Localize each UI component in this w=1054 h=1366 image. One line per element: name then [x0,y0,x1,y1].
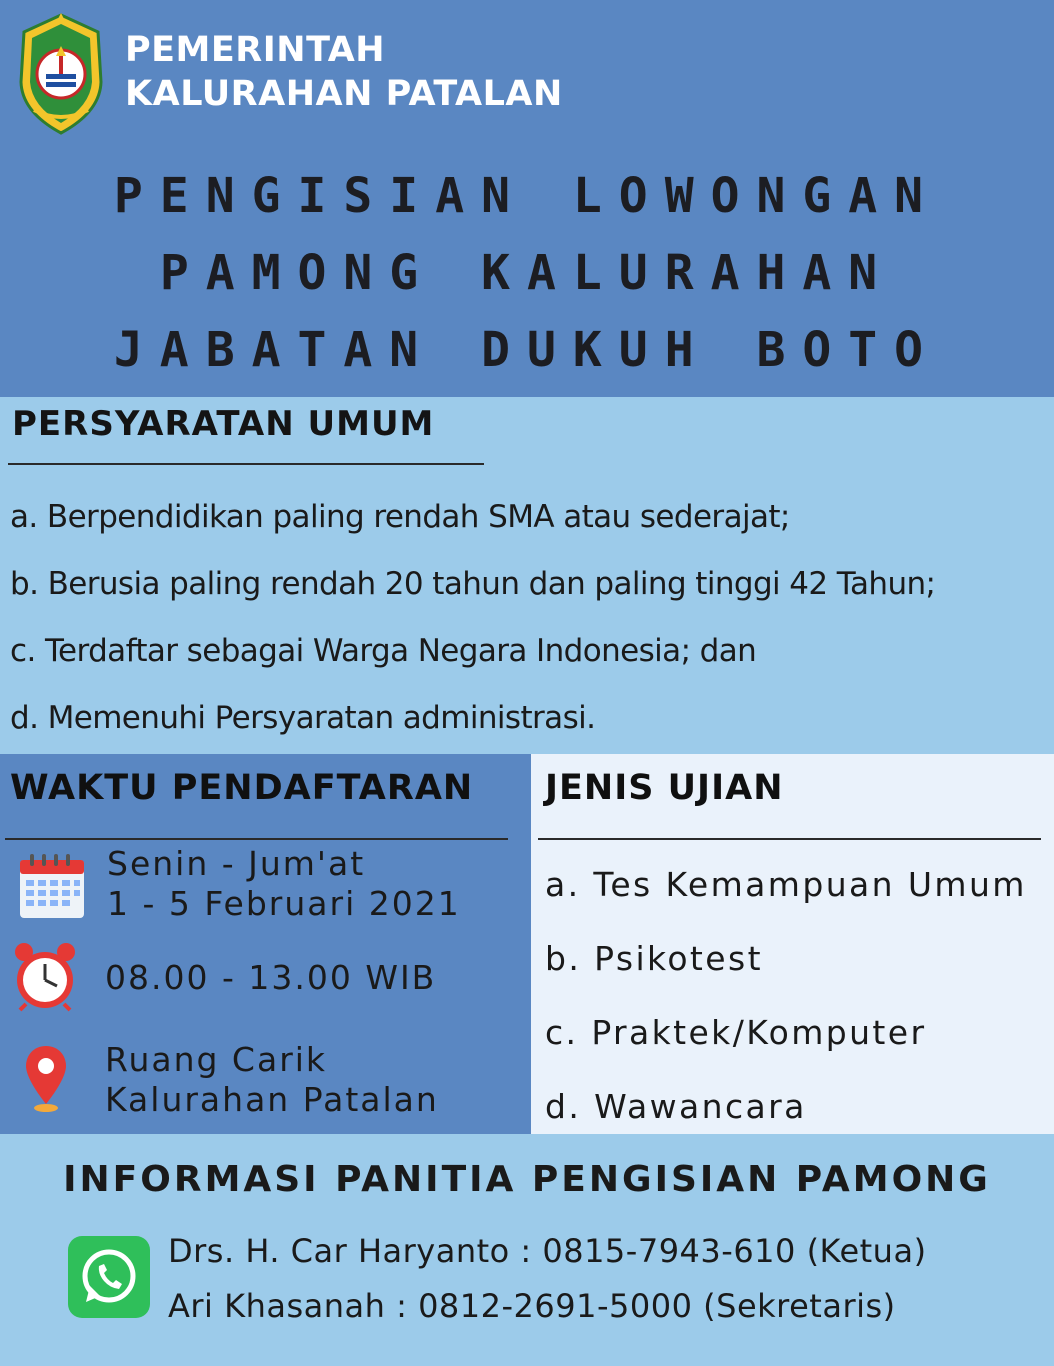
main-title [0,158,1054,389]
registration-days: Senin - Jum'at [107,844,366,883]
title-line-3: JABATAN DUKUH BOTO [113,322,941,378]
registration-divider [5,838,508,840]
requirement-item: d. Memenuhi Persyaratan administrasi. [10,700,596,736]
exam-item: d. Wawancara [545,1087,807,1126]
whatsapp-icon [68,1236,150,1318]
contact-secretary: Ari Khasanah : 0812-2691-5000 (Sekretaris) [168,1287,896,1325]
requirements-list [10,484,935,752]
exam-item: a. Tes Kemampuan Umum [545,865,1027,904]
exam-item: b. Psikotest [545,939,763,978]
requirements-divider [8,463,484,465]
exam-heading: JENIS UJIAN [545,768,784,808]
government-line-2: KALURAHAN PATALAN [125,74,563,114]
requirement-item: a. Berpendidikan paling rendah SMA atau sederajat; [10,499,790,535]
contact-heading: INFORMASI PANITIA PENGISIAN PAMONG [63,1159,991,1200]
contact-chairman: Drs. H. Car Haryanto : 0815-7943-610 (Ketua) [168,1232,927,1270]
exam-item: c. Praktek/Komputer [545,1013,927,1052]
regional-emblem [18,12,104,136]
registration-place-line-2: Kalurahan Patalan [105,1080,439,1119]
registration-hours: 08.00 - 13.00 WIB [105,958,437,997]
requirement-item: b. Berusia paling rendah 20 tahun dan paling tinggi 42 Tahun; [10,566,936,602]
exam-list [545,848,1027,1144]
registration-place-line-1: Ruang Carik [105,1040,328,1079]
registration-dates: 1 - 5 Februari 2021 [107,884,461,923]
government-line-1: PEMERINTAH [125,30,386,70]
requirement-item: c. Terdaftar sebagai Warga Negara Indonesia; dan [10,633,757,669]
calendar-icon [18,852,86,920]
title-line-1: PENGISIAN LOWONGAN [113,168,941,224]
registration-heading: WAKTU PENDAFTARAN [10,768,474,808]
title-line-2: PAMONG KALURAHAN [159,245,895,301]
location-pin-icon [24,1044,68,1114]
exam-divider [538,838,1041,840]
government-name [125,28,563,116]
requirements-heading: PERSYARATAN UMUM [12,404,435,444]
alarm-clock-icon [12,940,78,1012]
